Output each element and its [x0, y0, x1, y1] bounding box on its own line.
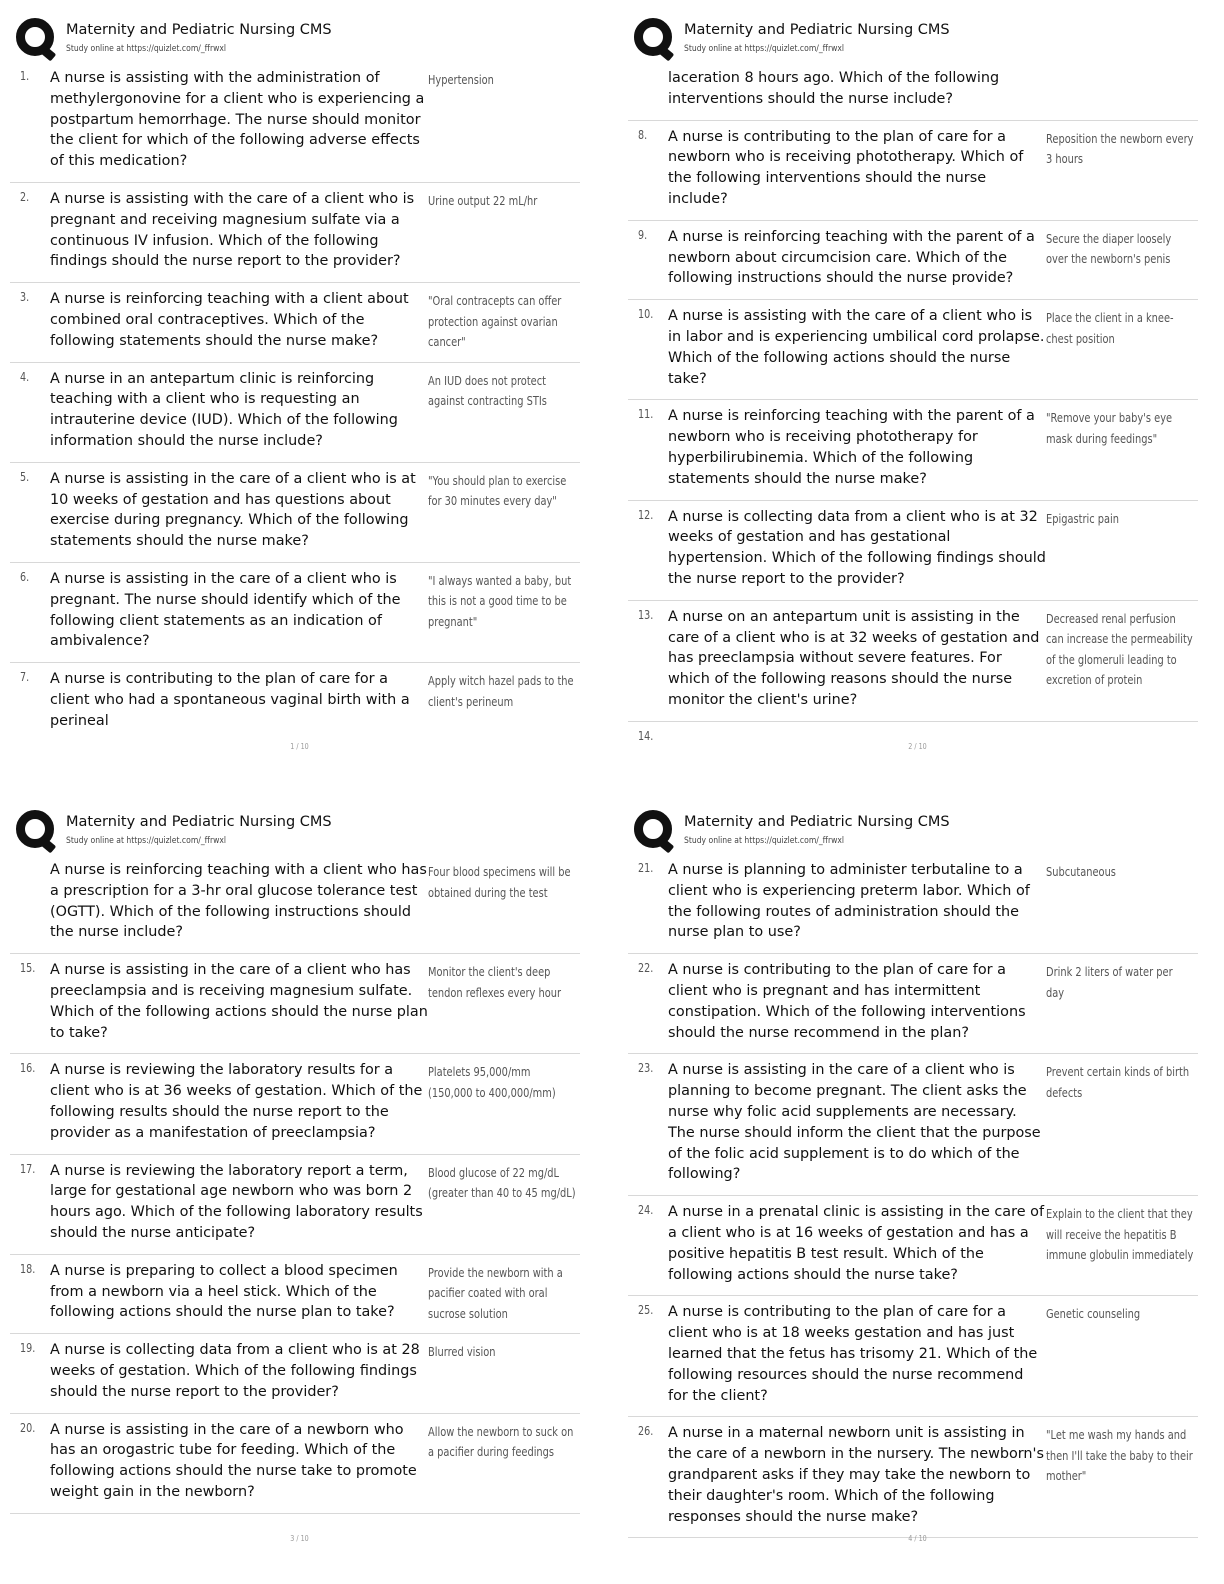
question-number: 11. [638, 407, 654, 422]
quizlet-logo-icon [16, 810, 54, 848]
question-number: 23. [638, 1061, 654, 1076]
page-header [10, 16, 590, 62]
question-text: A nurse is planning to administer terbutaline to a client who is experiencing preterm labor. Which of the following routes of administration should the nurse plan to use? [668, 862, 1030, 941]
question-row [10, 1155, 580, 1255]
question-row [10, 1334, 580, 1413]
question-text: A nurse is contributing to the plan of care for a client who had a spontaneous vaginal birth with a perineal [50, 671, 410, 729]
question-row [628, 221, 1198, 300]
page-footer: 4 / 10 [908, 1534, 927, 1543]
question-text: laceration 8 hours ago. Which of the following interventions should the nurse include? [668, 70, 1000, 107]
question-row [10, 1255, 580, 1334]
answer-text: Drink 2 liters of water per day [1046, 965, 1173, 1000]
question-text: A nurse is reinforcing teaching with a client who has a prescription for a 3-hr oral glucose tolerance test (OGTT). Which of the following instructions should the nurse include? [50, 862, 427, 941]
question-number: 21. [638, 861, 654, 875]
question-row [10, 663, 580, 741]
question-text: A nurse in an antepartum clinic is reinforcing teaching with a client who is requesting an intrauterine device (IUD). Which of the following information should the nurse include? [50, 370, 398, 449]
question-number: 8. [638, 127, 648, 142]
page-3 [10, 798, 600, 1578]
answer-text: Secure the diaper loosely over the newborn's penis [1046, 231, 1172, 267]
header-title: Maternity and Pediatric Nursing CMS [684, 22, 950, 38]
answer-text: Epigastric pain [1046, 511, 1120, 526]
question-text [668, 728, 1046, 754]
question-number: 3. [20, 290, 30, 305]
quizlet-logo-icon [634, 810, 672, 848]
question-row [10, 183, 580, 283]
answer-text: Urine output 22 mL/hr [428, 193, 538, 208]
question-text: A nurse on an antepartum unit is assisting in the care of a client who is at 32 weeks of gestation and has preeclampsia without severe features. For which of the following reasons should the nurse monitor the client's urine? [668, 608, 1040, 708]
answer-text: "Let me wash my hands and then I'll take the baby to their mother" [1046, 1428, 1193, 1484]
question-number: 22. [638, 961, 654, 976]
answer-text: Blood glucose of 22 mg/dL (greater than 40 to 45 mg/dL) [428, 1165, 576, 1201]
question-number: 10. [638, 307, 654, 322]
page-1 [10, 6, 600, 786]
answer-text: An IUD does not protect against contracting STIs [428, 373, 547, 409]
answer-text: Four blood specimens will be obtained during the test [428, 865, 571, 900]
answer-text: Allow the newborn to suck on a pacifier during feedings [428, 1424, 574, 1460]
question-number: 7. [20, 670, 30, 685]
question-row [628, 854, 1198, 954]
question-number: 14. [638, 728, 654, 743]
question-number: 12. [638, 507, 654, 522]
question-row [10, 363, 580, 463]
question-number: 24. [638, 1203, 654, 1218]
question-row [10, 854, 580, 954]
answer-text: "Remove your baby's eye mask during feedings" [1046, 411, 1173, 446]
question-row [628, 954, 1198, 1054]
question-number: 18. [20, 1261, 36, 1276]
question-text: A nurse is assisting in the care of a newborn who has an orogastric tube for feeding. Which of the following actions should the nurse take to promote weight gain in the newborn? [50, 1421, 417, 1500]
question-number: 26. [638, 1424, 654, 1439]
header-subtitle: Study online at https://quizlet.com/_ffrwxl [66, 836, 227, 846]
answer-text: Genetic counseling [1046, 1307, 1141, 1322]
question-row [10, 1414, 580, 1514]
answer-text: Explain to the client that they will receive the hepatitis B immune globulin immediately [1046, 1207, 1194, 1263]
answer-text: Apply witch hazel pads to the client's perineum [428, 674, 574, 709]
question-text: A nurse is reinforcing teaching with the parent of a newborn who is receiving phototherapy for hyperbilirubinemia. Which of the following statements should the nurse make? [668, 408, 1035, 487]
question-text: A nurse is preparing to collect a blood specimen from a newborn via a heel stick. Which of the following actions should the nurse plan to take? [50, 1262, 398, 1321]
question-number: 9. [638, 227, 648, 242]
question-text: A nurse is assisting in the care of a client who is at 10 weeks of gestation and has questions about exercise during pregnancy. Which of the following statements should the nurse make? [50, 470, 416, 550]
question-row [628, 62, 1198, 121]
question-row [628, 601, 1198, 722]
question-text: A nurse is contributing to the plan of care for a newborn who is receiving phototherapy. Which of the following interventions should the nurse include? [668, 128, 1024, 207]
header-subtitle: Study online at https://quizlet.com/_ffrwxl [66, 44, 227, 54]
question-number: 19. [20, 1341, 36, 1356]
question-row [10, 954, 580, 1054]
answer-text: Platelets 95,000/mm (150,000 to 400,000/mm) [428, 1065, 556, 1100]
answer-text: "You should plan to exercise for 30 minutes every day" [428, 473, 567, 509]
question-number: 2. [20, 189, 30, 204]
question-row [10, 563, 580, 663]
question-row [628, 400, 1198, 500]
question-row [628, 501, 1198, 601]
question-row [628, 300, 1198, 400]
question-number: 13. [638, 607, 654, 622]
header-title: Maternity and Pediatric Nursing CMS [66, 22, 332, 38]
answer-text: Reposition the newborn every 3 hours [1046, 131, 1194, 167]
page-4 [628, 798, 1218, 1578]
question-text: A nurse is assisting with the administration of methylergonovine for a client who is experiencing a postpartum hemorrhage. The nurse should monitor the client for which of the following adverse effects of this medication? [50, 70, 425, 170]
question-text: A nurse is reinforcing teaching with the parent of a newborn about circumcision care. Which of the following instructions should the nurse provide? [668, 228, 1035, 287]
question-text: A nurse is reviewing the laboratory results for a client who is at 36 weeks of gestation. Which of the following results should the nurse report to the provider as a manifestation of preeclampsia? [50, 1062, 423, 1141]
question-text: A nurse is reinforcing teaching with a client about combined oral contraceptives. Which of the following statements should the nurse make? [50, 291, 409, 349]
answer-text: "Oral contracepts can offer protection against ovarian cancer" [428, 294, 562, 350]
question-row [628, 1296, 1198, 1417]
answer-text: Provide the newborn with a pacifier coated with oral sucrose solution [428, 1265, 563, 1321]
question-row [628, 121, 1198, 221]
answer-text: Decreased renal perfusion can increase the permeability of the glomeruli leading to excretion of protein [1046, 611, 1193, 688]
question-row [628, 1054, 1198, 1196]
question-number: 17. [20, 1161, 36, 1176]
question-text: A nurse is reviewing the laboratory report a term, large for gestational age newborn who was born 2 hours ago. Which of the following laboratory results should the nurse anticipate? [50, 1162, 423, 1241]
question-text: A nurse is assisting in the care of a client who is planning to become pregnant. The client asks the nurse why folic acid supplements are necessary. The nurse should inform the client that the purpose of the folic acid supplement is to do which of the following? [668, 1062, 1041, 1183]
page-footer: 2 / 10 [908, 742, 927, 751]
header-title: Maternity and Pediatric Nursing CMS [684, 814, 950, 830]
question-text: A nurse is assisting with the care of a client who is pregnant and receiving magnesium sulfate via a continuous IV infusion. Which of the following findings should the nurse report to the provider? [50, 190, 415, 270]
question-number: 15. [20, 961, 36, 976]
question-row [628, 1196, 1198, 1296]
question-number: 20. [20, 1420, 36, 1435]
question-row [10, 463, 580, 563]
question-number: 1. [20, 69, 30, 83]
question-text: A nurse is collecting data from a client who is at 32 weeks of gestation and has gestational hypertension. Which of the following findings should the nurse report to the provider? [668, 508, 1046, 587]
page-header [10, 808, 590, 854]
question-number: 5. [20, 469, 30, 484]
question-text: A nurse is contributing to the plan of care for a client who is pregnant and has intermittent constipation. Which of the following interventions should the nurse recommend in the plan? [668, 962, 1026, 1041]
page-2 [628, 6, 1218, 786]
page-footer: 3 / 10 [290, 1534, 309, 1543]
quizlet-logo-icon [634, 18, 672, 56]
question-text: A nurse in a maternal newborn unit is assisting in the care of a newborn in the nursery. The newborn's grandparent asks if they may take the newborn to their daughter's room. Which of the following responses should the nurse make? [668, 1425, 1045, 1525]
question-text: A nurse is collecting data from a client who is at 28 weeks of gestation. Which of the following findings should the nurse report to the provider? [50, 1342, 420, 1400]
question-number: 4. [20, 369, 30, 384]
question-text: A nurse is contributing to the plan of care for a client who is at 18 weeks gestation and has just learned that the fetus has trisomy 21. Which of the following resources should the nurse recommend for the client? [668, 1304, 1038, 1404]
question-number: 6. [20, 569, 30, 584]
answer-text: Subcutaneous [1046, 865, 1116, 879]
question-row [628, 1417, 1198, 1538]
header-title: Maternity and Pediatric Nursing CMS [66, 814, 332, 830]
page-header [628, 808, 1208, 854]
page-footer: 1 / 10 [290, 742, 309, 751]
question-text: A nurse in a prenatal clinic is assisting in the care of a client who is at 16 weeks of gestation and has a positive hepatitis B test result. Which of the following actions should the nurse take? [668, 1204, 1045, 1283]
answer-text: Hypertension [428, 73, 494, 87]
question-number: 16. [20, 1061, 36, 1076]
answer-text: Monitor the client's deep tendon reflexes every hour [428, 965, 562, 1000]
header-subtitle: Study online at https://quizlet.com/_ffrwxl [684, 44, 845, 54]
answer-text: Blurred vision [428, 1345, 496, 1360]
question-text: A nurse is assisting with the care of a client who is in labor and is experiencing umbilical cord prolapse. Which of the following actions should the nurse take? [668, 308, 1045, 387]
question-row [10, 283, 580, 362]
quizlet-logo-icon [16, 18, 54, 56]
question-row [10, 1054, 580, 1154]
question-text: A nurse is assisting in the care of a client who is pregnant. The nurse should identify which of the following client statements as an indication of ambivalence? [50, 570, 401, 650]
question-number: 25. [638, 1303, 654, 1318]
question-row [10, 62, 580, 183]
header-subtitle: Study online at https://quizlet.com/_ffrwxl [684, 836, 845, 846]
answer-text: Place the client in a knee-chest position [1046, 311, 1174, 346]
answer-text: Prevent certain kinds of birth defects [1046, 1065, 1190, 1100]
page-header [628, 16, 1208, 62]
answer-text: "I always wanted a baby, but this is not a good time to be pregnant" [428, 573, 572, 629]
question-text: A nurse is assisting in the care of a client who has preeclampsia and is receiving magnesium sulfate. Which of the following actions should the nurse plan to take? [50, 962, 428, 1041]
